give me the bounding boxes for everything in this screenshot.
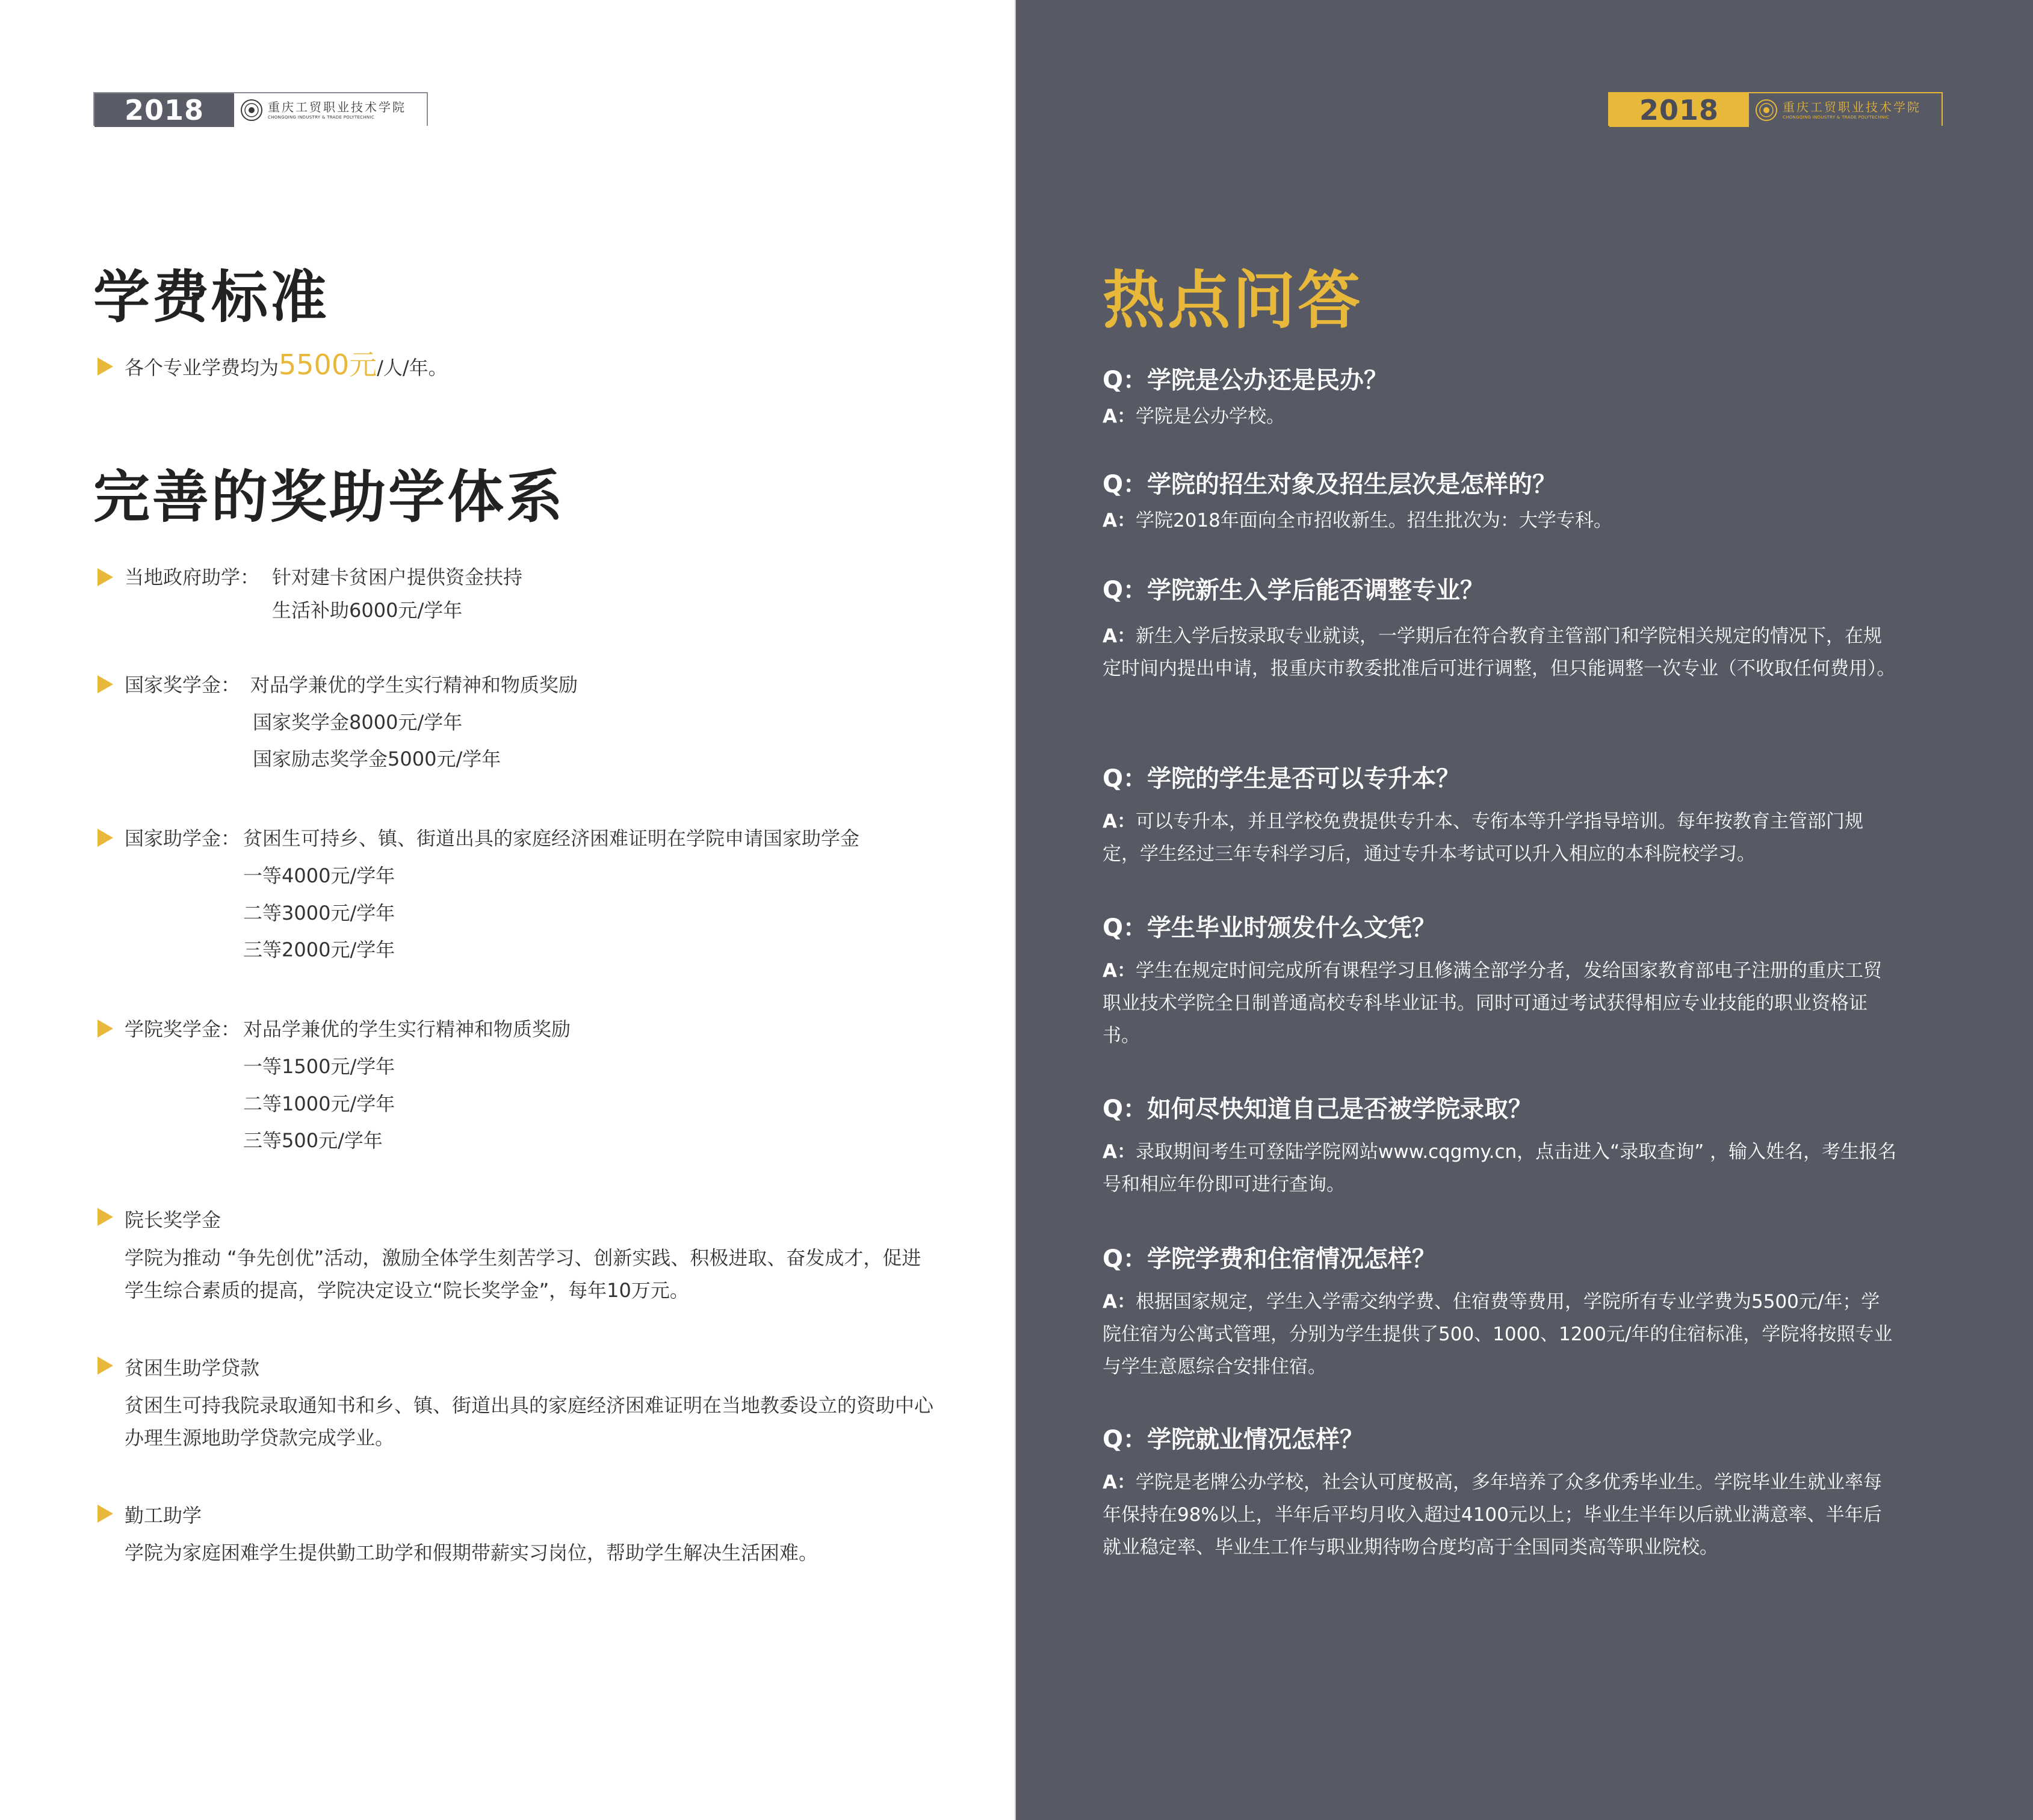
president-scholarship-title: 院长奖学金 bbox=[125, 1209, 221, 1231]
faq-question: Q：学院的学生是否可以专升本？ bbox=[1103, 765, 1461, 793]
tuition-title: 学费标准 bbox=[93, 265, 330, 330]
student-loan-title: 贫困生助学贷款 bbox=[125, 1357, 260, 1379]
faq-question: Q：如何尽快知道自己是否被学院录取？ bbox=[1103, 1095, 1533, 1123]
school-name-cn: 重庆工贸职业技术学院 bbox=[268, 99, 406, 114]
college-scholarship-label: 学院奖学金： bbox=[125, 1018, 241, 1041]
school-name-en: CHONGQING INDUSTRY & TRADE POLYTECHNIC bbox=[268, 114, 375, 120]
faq-title: 热点问答 bbox=[1103, 264, 1363, 337]
bullet-icon bbox=[97, 358, 113, 376]
local-gov-line2: 生活补助6000元/学年 bbox=[272, 599, 463, 622]
faq-question: Q：学院是公办还是民办？ bbox=[1103, 367, 1388, 394]
president-scholarship-text: 学院为推动 “争先创优”活动，激励全体学生刻苦学习、创新实践、积极进取、奋发成才，促进学生综合素质的提高，学院决定设立“院长奖学金”，每年10万元。 bbox=[125, 1246, 921, 1302]
year-label: 2018 bbox=[94, 93, 234, 127]
national-scholarship-line3: 国家励志奖学金5000元/学年 bbox=[253, 748, 501, 770]
school-logo bbox=[234, 93, 427, 127]
school-logo bbox=[1749, 93, 1942, 127]
faq-question: Q：学院就业情况怎样？ bbox=[1103, 1426, 1364, 1453]
faq-answer: A：新生入学后按录取专业就读，一学期后在符合教育主管部门和学院相关规定的情况下，在规定时间内提出申请，报重庆市教委批准后可进行调整，但只能调整一次专业（不收取任何费用）。 bbox=[1103, 625, 1896, 679]
college-scholarship-line2: 一等1500元/学年 bbox=[243, 1055, 395, 1078]
faq-answer: A：学院是公办学校。 bbox=[1103, 406, 1285, 427]
faq-answer: A：录取期间考生可登陆学院网站www.cqgmy.cn，点击进入“录取查询” ，输入姓名，考生报名号和相应年份即可进行查询。 bbox=[1103, 1141, 1897, 1195]
bullet-icon bbox=[97, 1357, 113, 1375]
national-grant-line1: 贫困生可持乡、镇、街道出具的家庭经济困难证明在学院申请国家助学金 bbox=[243, 827, 860, 850]
bullet-icon bbox=[97, 568, 113, 586]
header-badge-right bbox=[1608, 92, 1943, 126]
faq-answer: A：学院是老牌公办学校，社会认可度极高，多年培养了众多优秀毕业生。学院毕业生就业率每年保持在98%以上，半年后平均月收入超过4100元以上；毕业生半年以后就业满意率、半年后就业稳定率、毕业生工作与职业期待吻合度均高于全国同类高等职业院校。 bbox=[1103, 1472, 1882, 1558]
faq-question: Q：学院的招生对象及招生层次是怎样的？ bbox=[1103, 471, 1557, 498]
header-badge-left bbox=[93, 92, 428, 126]
faq-question: Q：学生毕业时颁发什么文凭？ bbox=[1103, 914, 1437, 942]
national-grant-label: 国家助学金： bbox=[125, 827, 241, 850]
national-grant-line4: 三等2000元/学年 bbox=[243, 938, 395, 961]
school-seal-icon bbox=[240, 99, 263, 122]
local-gov-label: 当地政府助学： bbox=[125, 566, 260, 589]
national-scholarship-line1: 对品学兼优的学生实行精神和物质奖励 bbox=[250, 673, 578, 696]
tuition-text: 各个专业学费均为5500元/人/年。 bbox=[125, 348, 448, 381]
national-scholarship-label: 国家奖学金： bbox=[125, 673, 241, 696]
national-scholarship-line2: 国家奖学金8000元/学年 bbox=[253, 711, 463, 734]
bullet-icon bbox=[97, 829, 113, 847]
college-scholarship-line1: 对品学兼优的学生实行精神和物质奖励 bbox=[243, 1018, 571, 1041]
local-gov-line1: 针对建卡贫困户提供资金扶持 bbox=[272, 566, 523, 589]
aid-title: 完善的奖助学体系 bbox=[93, 465, 566, 530]
bullet-icon bbox=[97, 1208, 113, 1226]
faq-answer: A：根据国家规定，学生入学需交纳学费、住宿费等费用，学院所有专业学费为5500元/年；学院住宿为公寓式管理，分别为学生提供了500、1000、1200元/年的住宿标准，学院将按照专业与学生意愿综合安排住宿。 bbox=[1103, 1291, 1893, 1378]
college-scholarship-line4: 三等500元/学年 bbox=[243, 1129, 383, 1152]
school-name-en: CHONGQING INDUSTRY & TRADE POLYTECHNIC bbox=[1783, 114, 1890, 120]
faq-answer: A：学院2018年面向全市招收新生。招生批次为：大学专科。 bbox=[1103, 510, 1612, 531]
bullet-icon bbox=[97, 1020, 113, 1038]
work-study-title: 勤工助学 bbox=[125, 1504, 202, 1527]
work-study-text: 学院为家庭困难学生提供勤工助学和假期带薪实习岗位，帮助学生解决生活困难。 bbox=[125, 1541, 818, 1564]
faq-answer: A：可以专升本，并且学校免费提供专升本、专衔本等升学指导培训。每年按教育主管部门规定，学生经过三年专科学习后，通过专升本考试可以升入相应的本科院校学习。 bbox=[1103, 811, 1863, 865]
bullet-icon bbox=[97, 675, 113, 693]
faq-question: Q：学院新生入学后能否调整专业？ bbox=[1103, 577, 1485, 604]
student-loan-text: 贫困生可持我院录取通知书和乡、镇、街道出具的家庭经济困难证明在当地教委设立的资助中心办理生源地助学贷款完成学业。 bbox=[125, 1394, 934, 1449]
faq-question: Q：学院学费和住宿情况怎样？ bbox=[1103, 1245, 1437, 1273]
year-label: 2018 bbox=[1609, 93, 1749, 127]
school-seal-icon bbox=[1755, 99, 1778, 122]
college-scholarship-line3: 二等1000元/学年 bbox=[243, 1092, 395, 1115]
national-grant-line3: 二等3000元/学年 bbox=[243, 902, 395, 924]
faq-answer: A：学生在规定时间完成所有课程学习且修满全部学分者，发给国家教育部电子注册的重庆工贸职业技术学院全日制普通高校专科毕业证书。同时可通过考试获得相应专业技能的职业资格证书。 bbox=[1103, 960, 1882, 1047]
tuition-amount: 5500元 bbox=[279, 348, 377, 381]
school-name-cn: 重庆工贸职业技术学院 bbox=[1783, 99, 1921, 114]
bullet-icon bbox=[97, 1505, 113, 1523]
national-grant-line2: 一等4000元/学年 bbox=[243, 864, 395, 887]
left-page bbox=[0, 0, 1016, 1820]
